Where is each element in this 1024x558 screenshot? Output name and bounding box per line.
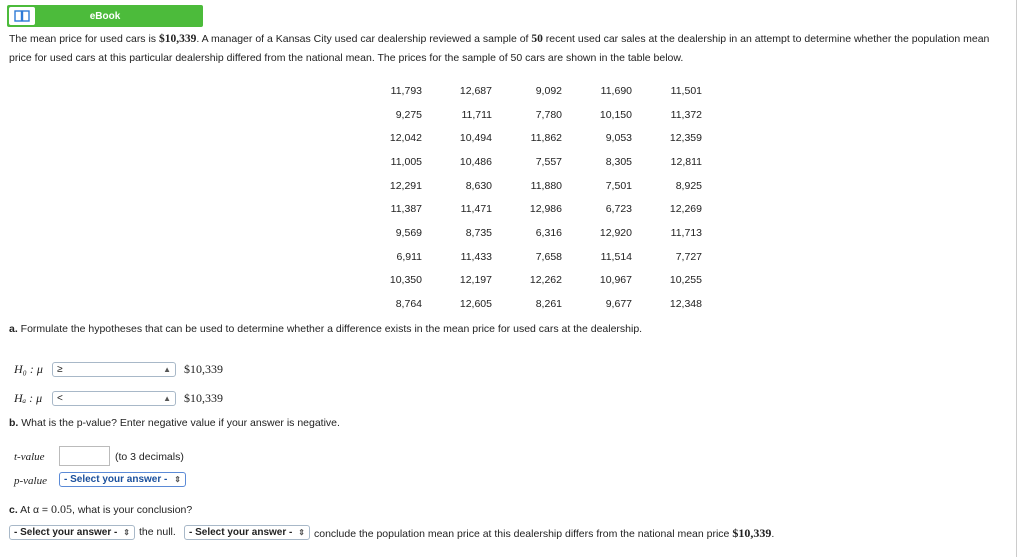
table-cell: 8,925 xyxy=(675,179,702,192)
table-cell: 11,713 xyxy=(670,226,702,239)
select-arrow-icon: ▲ xyxy=(163,394,171,403)
table-cell: 8,764 xyxy=(395,298,422,311)
table-cell: 9,092 xyxy=(535,84,562,97)
table-cell: 12,920 xyxy=(599,226,632,239)
table-cell: 9,275 xyxy=(395,108,422,121)
table-cell: 9,569 xyxy=(395,226,422,239)
table-cell: 11,793 xyxy=(390,84,422,97)
table-cell: 12,042 xyxy=(389,132,422,145)
part-b-question: b. What is the p-value? Enter negative value if your answer is negative. xyxy=(9,417,340,429)
table-row xyxy=(352,174,702,198)
table-cell: 7,501 xyxy=(605,179,632,192)
select-arrow-icon: ⇕ xyxy=(123,528,130,537)
table-cell: 8,305 xyxy=(605,155,632,168)
select-arrow-icon: ⇕ xyxy=(298,528,305,537)
price-table xyxy=(352,79,702,316)
table-cell: 10,486 xyxy=(459,155,492,168)
table-cell: 11,005 xyxy=(390,155,422,168)
table-cell: 11,690 xyxy=(600,84,632,97)
ha-value: $10,339 xyxy=(184,391,223,405)
ha-label: Hₐ : μ xyxy=(14,391,43,405)
problem-statement: The mean price for used cars is $10,339. A manager of a Kansas City used car dealership reviewed a sample of 50 recent used car sales at the dealership in an attempt to determine whether the population mean price for used cars at this particular dealership differed from the national mean. The prices for the sample of 50 cars are shown in the table below. xyxy=(9,33,990,64)
table-cell: 8,630 xyxy=(465,179,492,192)
table-cell: 11,880 xyxy=(530,179,562,192)
table-cell: 6,316 xyxy=(535,226,562,239)
table-cell: 12,197 xyxy=(459,274,492,287)
table-cell: 12,269 xyxy=(669,203,702,216)
table-row xyxy=(352,197,702,221)
table-row xyxy=(352,245,702,269)
p-value-label: p-value xyxy=(14,475,47,487)
t-value-input[interactable] xyxy=(59,446,110,466)
table-cell: 10,967 xyxy=(599,274,632,287)
sample-size: 50 xyxy=(531,33,543,45)
table-cell: 12,605 xyxy=(459,298,492,311)
part-c-question: c. At α = 0.05, what is your conclusion? xyxy=(9,502,193,516)
table-cell: 7,658 xyxy=(535,250,562,263)
table-row xyxy=(352,126,702,150)
table-cell: 12,348 xyxy=(669,298,702,311)
table-cell: 8,735 xyxy=(465,226,492,239)
table-cell: 6,723 xyxy=(605,203,632,216)
table-row xyxy=(352,150,702,174)
national-mean: $10,339 xyxy=(158,33,197,45)
part-a-question: a. Formulate the hypotheses that can be used to determine whether a difference exists in the mean price for used cars at the dealership. xyxy=(9,323,643,335)
table-cell: 11,471 xyxy=(460,203,492,216)
table-cell: 8,261 xyxy=(535,298,562,311)
table-cell: 11,387 xyxy=(390,203,422,216)
conclusion-text: conclude the population mean price at this dealership differs from the national mean price $10,339. xyxy=(314,526,775,540)
conclusion-select-2[interactable]: - Select your answer - ⇕ xyxy=(184,525,310,540)
table-row xyxy=(352,292,702,316)
table-cell: 10,350 xyxy=(389,274,422,287)
table-cell: 10,255 xyxy=(669,274,702,287)
table-cell: 12,291 xyxy=(389,179,422,192)
t-value-label: t-value xyxy=(14,451,45,463)
select-arrow-icon: ▲ xyxy=(163,365,171,374)
h0-value: $10,339 xyxy=(184,362,223,376)
table-row xyxy=(352,221,702,245)
table-cell: 10,494 xyxy=(459,132,492,145)
table-cell: 12,687 xyxy=(459,84,492,97)
table-cell: 12,811 xyxy=(670,155,702,168)
p-value-select[interactable]: - Select your answer - ⇕ xyxy=(59,472,186,487)
h0-operator-select[interactable]: ≥ ▲ xyxy=(52,362,176,377)
table-cell: 12,359 xyxy=(669,132,702,145)
table-row xyxy=(352,79,702,103)
table-cell: 11,711 xyxy=(461,108,492,121)
table-cell: 6,911 xyxy=(396,250,422,263)
table-cell: 11,433 xyxy=(460,250,492,263)
select-arrow-icon: ⇕ xyxy=(174,475,181,484)
h0-label: H₀ : μ xyxy=(14,362,43,376)
t-value-hint: (to 3 decimals) xyxy=(115,451,184,463)
table-cell: 7,727 xyxy=(675,250,702,263)
table-cell: 7,557 xyxy=(535,155,562,168)
table-cell: 11,862 xyxy=(530,132,562,145)
table-row xyxy=(352,269,702,293)
table-cell: 9,053 xyxy=(605,132,632,145)
table-cell: 11,514 xyxy=(600,250,632,263)
table-cell: 9,677 xyxy=(605,298,632,311)
conclusion-select-1[interactable]: - Select your answer - ⇕ xyxy=(9,525,135,540)
table-cell: 10,150 xyxy=(599,108,632,121)
null-text: the null. xyxy=(139,526,176,538)
table-row xyxy=(352,103,702,127)
table-cell: 12,262 xyxy=(529,274,562,287)
ha-operator-select[interactable]: < ▲ xyxy=(52,391,176,406)
table-cell: 11,372 xyxy=(670,108,702,121)
table-cell: 11,501 xyxy=(670,84,702,97)
ebook-button[interactable] xyxy=(7,5,203,27)
table-cell: 12,986 xyxy=(529,203,562,216)
table-cell: 7,780 xyxy=(535,108,562,121)
ebook-label: eBook xyxy=(89,10,121,22)
